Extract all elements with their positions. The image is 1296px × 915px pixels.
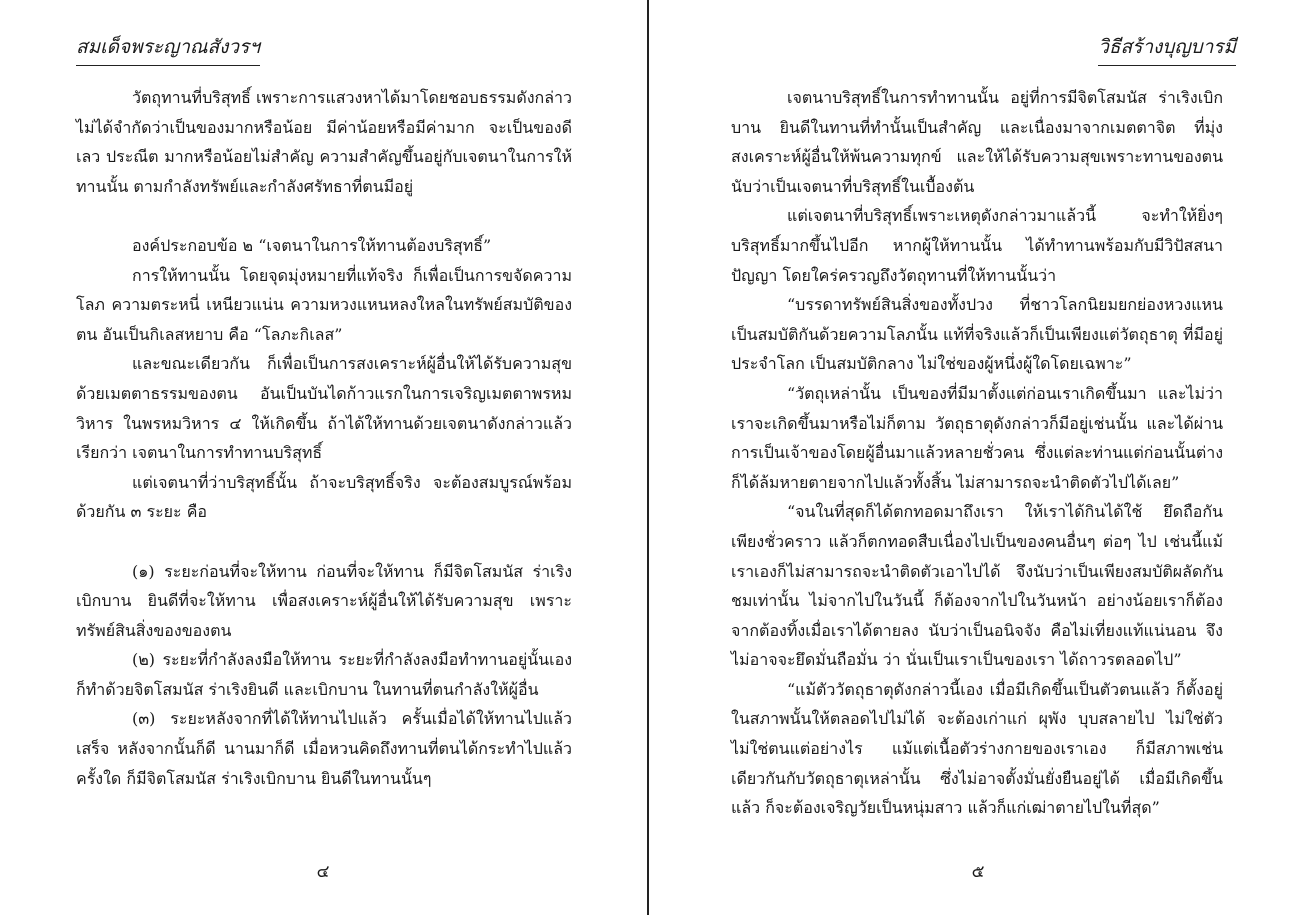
paragraph: “จนในที่สุดก็ได้ตกทอดมาถึงเรา ให้เราได้กินได้ใช้ ยึดถือกันเพียงชั่วคราว แล้วก็ตกทอดสืบเนื่องไปเป็นของคนอื่นๆ ต่อๆ ไป เช่นนี้แม้เราเองก็ไม่สามารถจะนำติดตัวเอาไปได้ จึงนับว่าเป็นเพียงสมบัติผลัดกันชมเท่านั้น ไม่จากไปในวันนี้ ก็ต้องจากไปในวันหน้า อย่างน้อยเราก็ต้องจากต้องทิ้งเมื่อเราได้ตายลง นับว่าเป็นอนิจจัง คือไม่เที่ยงแท้แน่นอน จึงไม่อาจจะยึดมั่นถือมั่น ว่า นั่นเป็นเราเป็นของเรา ได้ถาวรตลอดไป” <box>731 502 1223 670</box>
paragraph: วัตถุทานที่บริสุทธิ์ เพราะการแสวงหาได้มาโดยชอบธรรมดังกล่าว ไม่ได้จำกัดว่าเป็นของมากหรือน้อย มีค่าน้อยหรือมีค่ามาก จะเป็นของดีเลว ประณีต มากหรือน้อยไม่สำคัญ ความสำคัญขึ้นอยู่กับเจตนาในการให้ทานนั้น ตามกำลังทรัพย์และกำลังศรัทธาที่ตนมีอยู่ <box>76 88 572 196</box>
right-page-body <box>731 83 1223 823</box>
paragraph: (๒) ระยะที่กำลังลงมือให้ทาน ระยะที่กำลังลงมือทำทานอยู่นั้นเองก็ทำด้วยจิตโสมนัส ร่าเริงยินดี และเบิกบาน ในทานที่ตนกำลังให้ผู้อื่น <box>76 650 572 699</box>
left-page-body <box>76 83 572 793</box>
paragraph: (๑) ระยะก่อนที่จะให้ทาน ก่อนที่จะให้ทาน ก็มีจิตโสมนัส ร่าเริงเบิกบาน ยินดีที่จะให้ทาน เพื่อสงเคราะห์ผู้อื่นให้ได้รับความสุข เพราะทรัพย์สินสิ่งของของตน <box>76 561 572 640</box>
paragraph: “แม้ตัววัตถุธาตุดังกล่าวนี้เอง เมื่อมีเกิดขึ้นเป็นตัวตนแล้ว ก็ตั้งอยู่ในสภาพนั้นให้ตลอดไปไม่ได้ จะต้องเก่าแก่ ผุพัง บุบสลายไป ไม่ใช่ตัวไม่ใช่ตนแต่อย่างไร แม้แต่เนื้อตัวร่างกายของเราเอง ก็มีสภาพเช่นเดียวกันกับวัตถุธาตุเหล่านั้น ซึ่งไม่อาจตั้งมั่นยั่งยืนอยู่ได้ เมื่อมีเกิดขึ้นแล้ว ก็จะต้องเจริญวัยเป็นหนุ่มสาว แล้วก็แก่เฒ่าตายไปในที่สุด” <box>731 679 1223 818</box>
paragraph: (๓) ระยะหลังจากที่ได้ให้ทานไปแล้ว ครั้นเมื่อได้ให้ทานไปแล้วเสร็จ หลังจากนั้นก็ดี นานมาก็ดี เมื่อหวนคิดถึงทานที่ตนได้กระทำไปแล้วครั้งใด ก็มีจิตโสมนัส ร่าเริงเบิกบาน ยินดีในทานนั้นๆ <box>76 709 572 788</box>
left-page <box>0 0 647 915</box>
blank-line <box>76 201 572 231</box>
paragraph: แต่เจตนาที่บริสุทธิ์เพราะเหตุดังกล่าวมาแล้วนี้ จะทำให้ยิ่งๆ บริสุทธิ์มากขึ้นไปอีก หากผู้ให้ทานนั้น ได้ทำทานพร้อมกับมีวิปัสสนาปัญญา โดยใคร่ครวญถึงวัตถุทานที่ให้ทานนั้นว่า <box>731 206 1223 285</box>
paragraph: การให้ทานนั้น โดยจุดมุ่งหมายที่แท้จริง ก็เพื่อเป็นการขจัดความโลภ ความตระหนี่ เหนียวแน่น ความหวงแหนหลงใหลในทรัพย์สมบัติของตน อันเป็นกิเลสหยาบ คือ “โลภะกิเลส” <box>76 265 572 344</box>
paragraph: “บรรดาทรัพย์สินสิ่งของทั้งปวง ที่ชาวโลกนิยมยกย่องหวงแหน เป็นสมบัติกันด้วยความโลภนั้น แท้ที่จริงแล้วก็เป็นเพียงแต่วัตถุธาตุ ที่มีอยู่ประจำโลก เป็นสมบัติกลาง ไม่ใช่ของผู้หนึ่งผู้ใดโดยเฉพาะ” <box>731 295 1223 374</box>
paragraph: และขณะเดียวกัน ก็เพื่อเป็นการสงเคราะห์ผู้อื่นให้ได้รับความสุขด้วยเมตตาธรรมของตน อันเป็นบันไดก้าวแรกในการเจริญเมตตาพรหมวิหาร ในพรหมวิหาร ๔ ให้เกิดขึ้น ถ้าได้ให้ทานด้วยเจตนาดังกล่าวแล้ว เรียกว่า เจตนาในการทำทานบริสุทธิ์ <box>76 354 572 463</box>
blank-line <box>76 527 572 557</box>
paragraph: “วัตถุเหล่านั้น เป็นของที่มีมาตั้งแต่ก่อนเราเกิดขึ้นมา และไม่ว่าเราจะเกิดขึ้นมาหรือไม่ก็ตาม วัตถุธาตุดังกล่าวก็มีอยู่เช่นนั้น และได้ผ่านการเป็นเจ้าของโดยผู้อื่นมาแล้วหลายชั่วคน ซึ่งแต่ละท่านแต่ก่อนนั้นต่างก็ได้ล้มหายตายจากไปแล้วทั้งสิ้น ไม่สามารถจะนำติดตัวไปได้เลย” <box>731 383 1223 492</box>
right-page-number: ๕ <box>971 862 985 882</box>
right-page <box>649 0 1296 915</box>
right-running-header: วิธีสร้างบุญบารมี <box>1098 32 1236 66</box>
left-running-header: สมเด็จพระญาณสังวรฯ <box>76 32 260 66</box>
left-page-number: ๔ <box>316 862 330 882</box>
paragraph: องค์ประกอบข้อ ๒ “เจตนาในการให้ทานต้องบริสุทธิ์” <box>132 235 492 255</box>
paragraph: แต่เจตนาที่ว่าบริสุทธิ์นั้น ถ้าจะบริสุทธิ์จริง จะต้องสมบูรณ์พร้อมด้วยกัน ๓ ระยะ คือ <box>76 472 572 522</box>
paragraph: เจตนาบริสุทธิ์ในการทำทานนั้น อยู่ที่การมีจิตโสมนัส ร่าเริงเบิกบาน ยินดีในทานที่ทำนั้นเป็นสำคัญ และเนื่องมาจากเมตตาจิต ที่มุ่งสงเคราะห์ผู้อื่นให้พ้นความทุกข์ และให้ได้รับความสุขเพราะทานของตน นับว่าเป็นเจตนาที่บริสุทธิ์ในเบื้องต้น <box>731 88 1223 196</box>
